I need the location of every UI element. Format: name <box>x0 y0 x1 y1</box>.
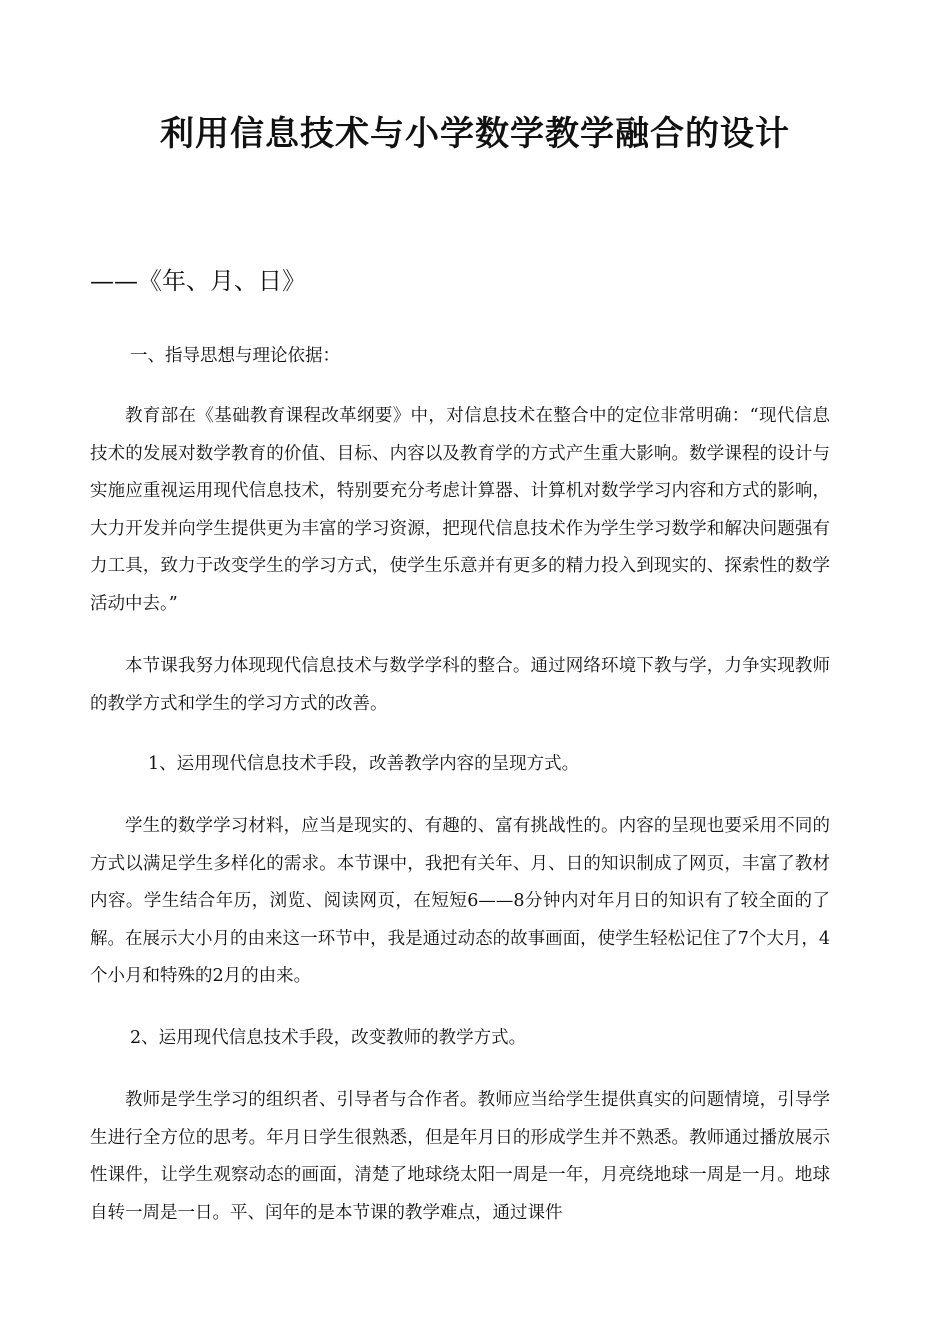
document-title: 利用信息技术与小学数学教学融合的设计 <box>160 114 790 154</box>
paragraph-curriculum-reform: 教育部在《基础教育课程改革纲要》中，对信息技术在整合中的定位非常明确：“现代信息技术的发展对数学教育的价值、目标、内容以及教育学的方式产生重大影响。数学课程的设计与实施应重视运用现代信息技术，特别要充分考虑计算器、计算机对数学学习内容和方式的影响，大力开发并向学生提供更为丰富的学习资源，把现代信息技术作为学生学习数学和解决问题强有力工具，致力于改变学生的学习方式，使学生乐意并有更多的精力投入到现实的、探索性的数学活动中去。” <box>90 406 830 614</box>
section-heading-guiding-principles: 一、指导思想与理论依据： <box>130 346 340 366</box>
paragraph-learning-materials: 学生的数学学习材料，应当是现实的、有趣的、富有挑战性的。内容的呈现也要采用不同的方式以满足学生多样化的需求。本节课中，我把有关年、月、日的知识制成了网页，丰富了教材内容。学生结合年历，浏览、阅读网页，在短短6——8分钟内对年月日的知识有了较全面的了解。在展示大小月的由来这一环节中，我是通过动态的故事画面，使学生轻松记住了7个大月，4个小月和特殊的2月的由来。 <box>90 816 830 986</box>
subheading-content-presentation: 1、运用现代信息技术手段，改善教学内容的呈现方式。 <box>148 754 580 774</box>
paragraph-lesson-integration: 本节课我努力体现现代信息技术与数学学科的整合。通过网络环境下教与学，力争实现教师的教学方式和学生的学习方式的改善。 <box>90 656 830 714</box>
document-subtitle: ——《年、月、日》 <box>90 267 306 295</box>
paragraph-teacher-role: 教师是学生学习的组织者、引导者与合作者。教师应当给学生提供真实的问题情境，引导学生进行全方位的思考。年月日学生很熟悉，但是年月日的形成学生并不熟悉。教师通过播放展示性课件，让学生观察动态的画面，清楚了地球绕太阳一周是一年，月亮绕地球一周是一月。地球自转一周是一日。平、闰年的是本节课的教学难点，通过课件 <box>90 1090 830 1223</box>
subheading-teaching-method: 2、运用现代信息技术手段，改变教师的教学方式。 <box>130 1028 527 1048</box>
